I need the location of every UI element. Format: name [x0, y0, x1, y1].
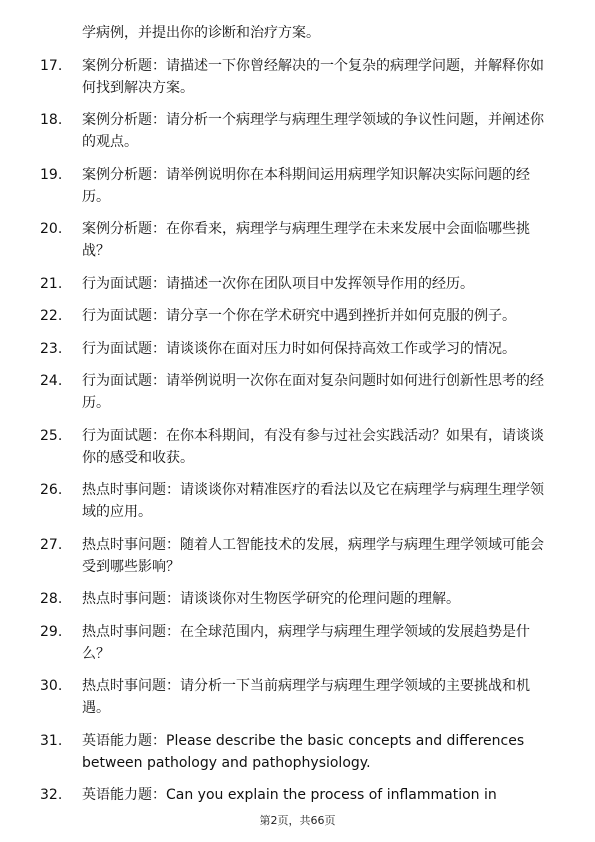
list-item: [36, 218, 556, 262]
item-text: 行为面试题：在你本科期间，有没有参与过社会实践活动？如果有，请谈谈你的感受和收获。: [82, 427, 544, 466]
item-text: 热点时事问题：请谈谈你对生物医学研究的伦理问题的理解。: [82, 591, 460, 607]
list-item: [36, 22, 556, 44]
list-item: [36, 621, 556, 665]
question-list: [36, 22, 556, 817]
item-text: 热点时事问题：请分析一下当前病理学与病理生理学领域的主要挑战和机遇。: [82, 678, 530, 716]
item-text: 热点时事问题：随着人工智能技术的发展，病理学与病理生理学领域可能会受到哪些影响？: [82, 536, 544, 575]
item-number: 22.: [40, 308, 63, 324]
item-text: 案例分析题：请分析一个病理学与病理生理学领域的争议性问题，并阐述你的观点。: [82, 112, 544, 150]
list-item: [36, 730, 556, 774]
item-text: 学病例，并提出你的诊断和治疗方案。: [82, 25, 320, 41]
item-text: 行为面试题：请谈谈你在面对压力时如何保持高效工作或学习的情况。: [82, 340, 516, 357]
list-item: [36, 370, 556, 414]
item-number: 24.: [40, 373, 63, 389]
item-number: 25.: [40, 427, 63, 444]
item-number: 29.: [40, 623, 63, 640]
item-number: 17.: [40, 57, 63, 74]
item-number: 30.: [40, 678, 63, 694]
list-item: [36, 784, 556, 806]
item-number: 28.: [40, 591, 63, 607]
item-number: 31.: [40, 732, 63, 749]
item-text: 案例分析题：请举例说明你在本科期间运用病理学知识解决实际问题的经历。: [82, 166, 530, 205]
item-number: 23.: [40, 340, 63, 357]
list-item: [36, 164, 556, 208]
item-number: 19.: [40, 166, 63, 183]
item-text: 案例分析题：在你看来，病理学与病理生理学在未来发展中会面临哪些挑战？: [82, 221, 530, 259]
item-text: 英语能力题：Can you explain the process of inflammation in: [82, 787, 497, 803]
list-item: [36, 425, 556, 469]
item-number: 32.: [40, 787, 63, 803]
item-text: 案例分析题：请描述一下你曾经解决的一个复杂的病理学问题，并解释你如何找到解决方案。: [82, 57, 544, 96]
item-number: 20.: [40, 221, 63, 237]
list-item: [36, 338, 556, 360]
list-item: [36, 534, 556, 578]
list-item: [36, 273, 556, 295]
item-number: 21.: [40, 275, 63, 292]
item-text: 热点时事问题：在全球范围内，病理学与病理生理学领域的发展趋势是什么？: [82, 623, 530, 662]
page-footer: 第2页，共66页: [259, 814, 336, 827]
item-text: 英语能力题：Please describe the basic concepts and differences between pathology and pathophysiology.: [82, 732, 525, 771]
list-item: [36, 479, 556, 523]
item-number: 27.: [40, 536, 63, 553]
list-item: [36, 675, 556, 719]
item-number: 18.: [40, 112, 63, 128]
item-text: 行为面试题：请举例说明一次你在面对复杂问题时如何进行创新性思考的经历。: [82, 373, 544, 411]
list-item: [36, 305, 556, 327]
list-item: [36, 109, 556, 153]
list-item: [36, 588, 556, 610]
item-text: 行为面试题：请描述一次你在团队项目中发挥领导作用的经历。: [82, 275, 474, 292]
item-text: 热点时事问题：请谈谈你对精准医疗的看法以及它在病理学与病理生理学领域的应用。: [82, 482, 544, 520]
item-text: 行为面试题：请分享一个你在学术研究中遇到挫折并如何克服的例子。: [82, 308, 516, 324]
list-item: [36, 55, 556, 99]
item-number: 26.: [40, 482, 63, 498]
